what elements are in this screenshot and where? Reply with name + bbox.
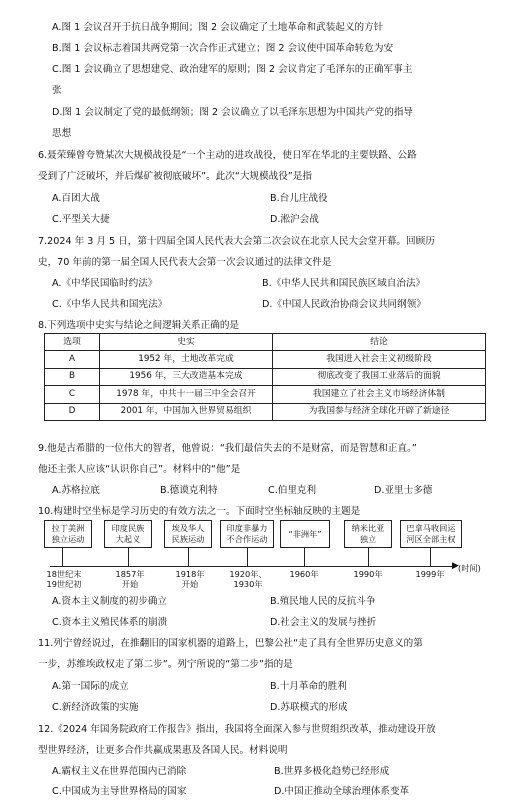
timeline-date-line: 1920年、 (229, 569, 267, 579)
table-cell: 2001 年，中国加入世界贸易组织 (100, 403, 273, 420)
q9-option-a: A.苏格拉底 (52, 485, 100, 496)
q11-option-a: A.第一国际的成立 (52, 681, 129, 692)
q12-stem-line1: 12.《2024 年国务院政府工作报告》指出，我国将全面深入参与世贸组织改革，推动建设开放 (38, 724, 436, 735)
table-cell: 1952 年，土地改革完成 (100, 351, 273, 368)
timeline-date-line: 1930年 (233, 579, 263, 589)
table-cell: D (45, 403, 100, 420)
q7-option-c: C.《中华人民共和国宪法》 (52, 299, 168, 310)
timeline-date-line: 1990年 (353, 569, 383, 579)
table-header: 选项 (45, 334, 100, 351)
q10-stem: 10.构建时空坐标是学习历史的有效方法之一。下面时空坐标轴反映的主题是 (38, 506, 361, 517)
table-cell: A (45, 351, 100, 368)
timeline-box (280, 520, 330, 548)
q7-stem-line2: 史，70 年前的第一届全国人民代表大会第一次会议通过的法律文件是 (38, 257, 332, 268)
timeline-tick (247, 548, 248, 566)
q9-stem-line1: 9.他是古希腊的一位伟大的智者，他曾说：“我们最信失去的不是财富，而是智慧和正直。” (38, 443, 417, 454)
q8-stem: 8.下列选项中史实与结论之间逻辑关系正确的是 (38, 320, 240, 331)
timeline-box-line: 不合作运动 (226, 534, 268, 544)
timeline-date-line: 1960年 (289, 569, 319, 579)
q6-option-a: A.百团大战 (52, 193, 100, 204)
timeline-date (170, 569, 210, 589)
timeline-date (226, 569, 270, 589)
timeline-box (44, 520, 92, 548)
table-cell: 彻底改变了我国工业落后的面貌 (273, 368, 486, 385)
timeline-tick (368, 548, 369, 566)
timeline-date (410, 569, 450, 579)
q5-option-d-line2: 思想 (52, 128, 72, 139)
table-cell: C (45, 386, 100, 403)
q12-option-c: C.中国成为主导世界格局的国家 (52, 786, 187, 797)
timeline-box-line: 埃及华人 (171, 523, 205, 533)
timeline-date-line: 开始 (121, 579, 139, 589)
timeline-date-line: 1857年 (115, 569, 145, 579)
table-row (45, 386, 486, 403)
timeline-tick (188, 548, 189, 566)
table-header: 史实 (100, 334, 273, 351)
table-cell: 1978 年，中共十一届三中全会召开 (100, 386, 273, 403)
q11-option-d: D.苏联模式的形成 (270, 702, 348, 713)
timeline-box-line: 纳米比亚 (351, 523, 385, 533)
timeline-date (110, 569, 150, 589)
timeline-tick (304, 548, 305, 566)
timeline-axis (50, 566, 454, 567)
table-cell: B (45, 368, 100, 385)
q12-stem-line2: 型世界经济，让更多合作共赢成果惠及各国人民。材料说明 (38, 745, 288, 756)
q12-option-b: B.世界多极化趋势已经形成 (274, 766, 390, 777)
timeline-box-line: 独立 (359, 534, 377, 544)
timeline-box-line: 独立运动 (51, 534, 85, 544)
timeline-date (348, 569, 388, 579)
timeline-date-line: 开始 (181, 579, 199, 589)
q10-option-b: B.殖民地人民的反抗斗争 (270, 596, 376, 607)
timeline-date (284, 569, 324, 579)
timeline-box (344, 520, 392, 548)
q10-option-c: C.资本主义殖民体系的崩溃 (52, 617, 168, 628)
table-cell: 我国建立了社会主义市场经济体制 (273, 386, 486, 403)
q7-stem-line1: 7.2024 年 3 月 5 日，第十四届全国人民代表大会第二次会议在北京人民大会堂开幕。回顾历 (38, 236, 435, 247)
q10-timeline (44, 520, 484, 589)
timeline-tick (128, 548, 129, 566)
q6-option-c: C.平型关大捷 (52, 214, 110, 225)
q12-option-d: D.中国正推动全球治理体系变革 (274, 786, 410, 797)
q11-option-b: B.十月革命的胜利 (270, 681, 347, 692)
q6-option-b: B.台儿庄战役 (270, 193, 328, 204)
q7-option-a: A.《中华民国临时约法》 (52, 278, 158, 289)
table-cell: 我国进入社会主义初级阶段 (273, 351, 486, 368)
timeline-date (42, 569, 86, 589)
q9-option-c: C.伯里克利 (268, 485, 317, 496)
q5-option-d-line1: D.图 1 会议制定了党的最低纲领；图 2 会议确立了以毛泽东思想为中国共产党的指导 (52, 107, 414, 118)
timeline-box (164, 520, 212, 548)
q5-option-c-line1: C.图 1 会议确立了思想建党、政治建军的原则；图 2 会议肯定了毛泽东的正确军事主 (52, 64, 413, 75)
table-row (45, 351, 486, 368)
table-row (45, 403, 486, 420)
timeline-date-line: 1918年 (175, 569, 205, 579)
q10-option-d: D.社会主义的发展与挫折 (270, 617, 377, 628)
q5-option-a: A.图 1 会议召开于抗日战争期间；图 2 会议确定了土地革命和武装起义的方针 (52, 22, 384, 33)
table-row (45, 368, 486, 385)
q11-stem-line1: 11.列宁曾经说过，在推翻旧的国家机器的道路上，巴黎公社“走了具有全世界历史意义的第 (38, 638, 423, 649)
timeline-date-line: 19世纪初 (46, 579, 82, 589)
q9-stem-line2: 他还主张人应该“认识你自己”。材料中的“他”是 (38, 464, 241, 475)
timeline-box-line: 大起义 (115, 534, 141, 544)
timeline-date-line: 18世纪末 (46, 569, 82, 579)
timeline-box (104, 520, 152, 548)
q11-option-c: C.新经济政策的实施 (52, 702, 139, 713)
arrow-right-icon: ▶ (452, 561, 459, 571)
timeline-box-line: “非洲年” (288, 529, 322, 539)
q6-stem-line2: 受到了广泛破坏，并后煤矿被彻底破坏”。此次“大规模战役”是指 (38, 171, 312, 182)
timeline-box (220, 520, 274, 548)
q9-option-b: B.德谟克利特 (160, 485, 218, 496)
table-header-row (45, 334, 486, 351)
timeline-box-line: 拉丁美洲 (51, 523, 85, 533)
timeline-box-line: 河区全部主权 (406, 534, 456, 544)
timeline-box-line: 民族运动 (171, 534, 205, 544)
timeline-box-line: 印度非暴力 (226, 523, 268, 533)
timeline-axis-label: (时间) (458, 563, 481, 573)
q9-option-d: D.亚里士多德 (374, 485, 433, 496)
q5-option-c-line2: 张 (52, 85, 62, 96)
q6-stem-line1: 6.聂荣臻曾夸赞某次大规模战役是“一个主动的进攻战役，使日军在华北的主要铁路、公路 (38, 150, 417, 161)
table-cell: 为我国参与经济全球化开辟了新途径 (273, 403, 486, 420)
timeline-box-line: 印度民族 (111, 523, 145, 533)
q12-option-a: A.霸权主义在世界范围内已消除 (52, 766, 187, 777)
q8-table (44, 333, 486, 421)
timeline-tick (430, 548, 431, 566)
q11-stem-line2: 一步，苏维埃政权走了第二步”。列宁所说的“第二步”指的是 (38, 659, 293, 670)
q10-option-a: A.资本主义制度的初步确立 (52, 596, 167, 607)
q6-option-d: D.淞沪会战 (270, 214, 319, 225)
timeline-box-line: 巴拿马收回运 (406, 523, 456, 533)
q5-option-b: B.图 1 会议标志着国共两党第一次合作正式建立；图 2 会议使中国革命转危为安 (52, 43, 394, 54)
q7-option-b: B.《中华人民共和国民族区域自治法》 (262, 278, 426, 289)
q7-option-d: D.《中国人民政治协商会议共同纲领》 (262, 299, 426, 310)
timeline-box (400, 520, 462, 548)
timeline-date-line: 1999年 (415, 569, 445, 579)
timeline-tick (62, 548, 63, 566)
table-header: 结论 (273, 334, 486, 351)
table-cell: 1956 年，三大改造基本完成 (100, 368, 273, 385)
